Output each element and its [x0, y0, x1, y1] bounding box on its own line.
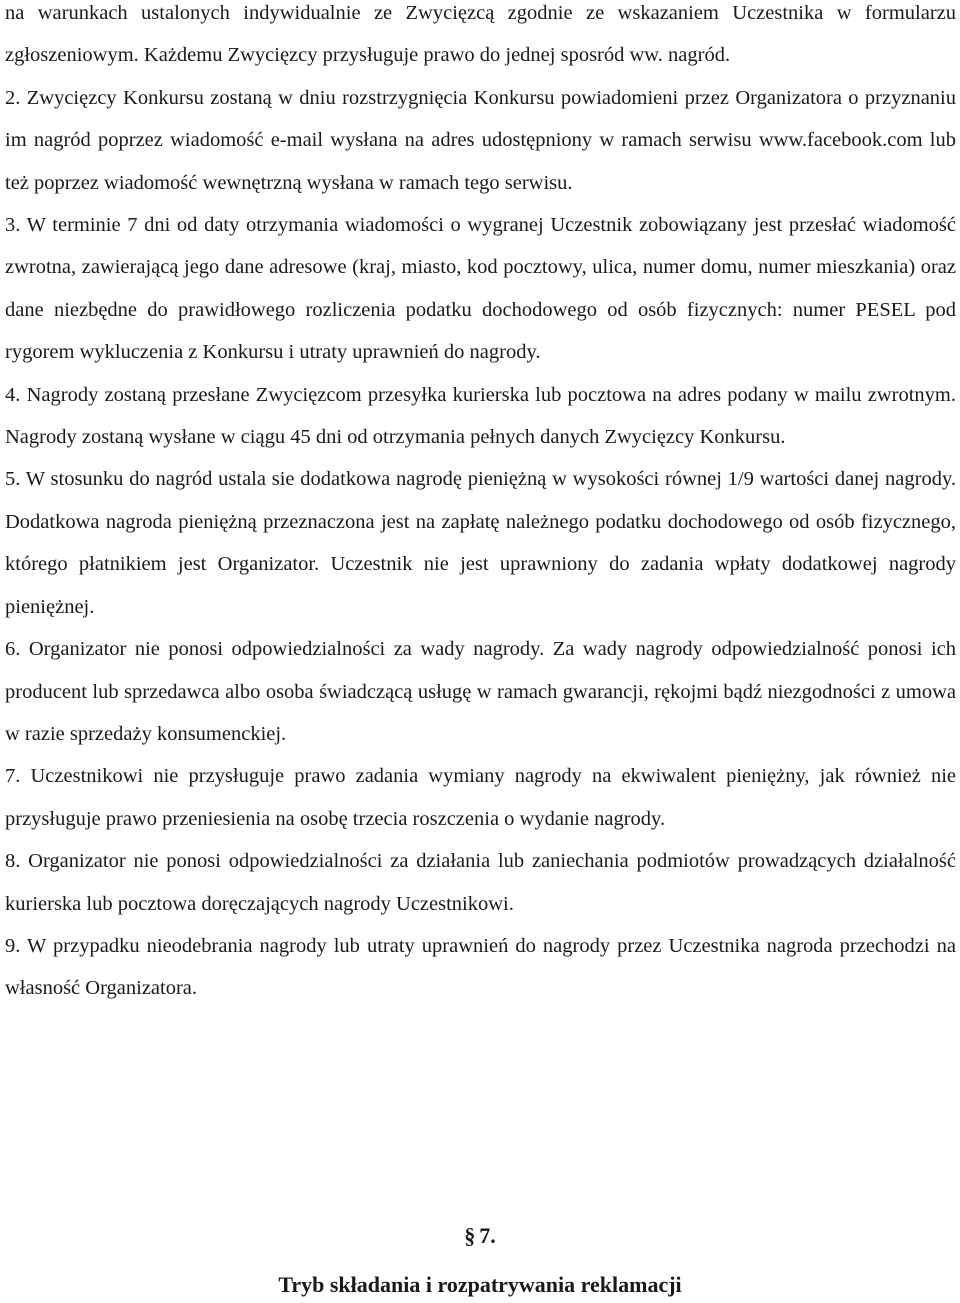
document-body: [5, 0, 956, 1010]
paragraph-continuation: [5, 0, 956, 77]
paragraph-9: [5, 925, 956, 1010]
paragraph-number: 2.: [5, 86, 21, 109]
paragraph-number: 8.: [5, 850, 21, 873]
paragraph-8: [5, 840, 956, 925]
paragraph-text: Zwycięzcy Konkursu zostaną w dniu rozstrzygnięcia Konkursu powiadomieni przez Organizatora o przyznaniu im nagród poprzez wiadomość e-mail wysłana na adres udostępniony w ramach serwisu www.facebook.com lub też poprzez wiadomość wewnętrzną wysłana w ramach tego serwisu.: [5, 86, 957, 194]
paragraph-text: Organizator nie ponosi odpowiedzialności za wady nagrody. Za wady nagrody odpowiedzialność ponosi ich producent lub sprzedawca albo osoba świadczącą usługę w ramach gwarancji, rękojmi bądź niezgodności z umowa w razie sprzedaży konsumenckiej.: [5, 638, 956, 745]
section-number-text: 7.: [479, 1223, 496, 1248]
section-title: Tryb składania i rozpatrywania reklamacji: [278, 1272, 682, 1297]
paragraph-number: 7.: [5, 765, 21, 788]
paragraph-number: 4.: [5, 383, 21, 406]
paragraph-4: [5, 374, 956, 459]
paragraph-number: 6.: [5, 638, 21, 661]
section-sign-icon: §: [464, 1223, 476, 1248]
paragraph-2: [5, 77, 956, 204]
paragraph-7: [5, 755, 956, 840]
paragraph-number: 9.: [5, 934, 21, 957]
paragraph-text: Nagrody zostaną przesłane Zwycięzcom przesyłka kurierska lub pocztowa na adres podany w mailu zwrotnym. Nagrody zostaną wysłane w ciągu 45 dni od otrzymania pełnych danych Zwycięzcy Konkursu.: [5, 383, 957, 449]
paragraph-text: W stosunku do nagród ustala sie dodatkowa nagrodę pieniężną w wysokości równej 1/9 wartości danej nagrody. Dodatkowa nagroda pieniężną przeznaczona jest na zapłatę należnego podatku dochodowego od osób fizycznego, którego płatnikiem jest Organizator. Uczestnik nie jest uprawniony do zadania wpłaty dodatkowej nagrody pieniężnej.: [5, 468, 956, 618]
paragraph-text: W przypadku nieodebrania nagrody lub utraty uprawnień do nagrody przez Uczestnika nagroda przechodzi na własność Organizatora.: [5, 934, 956, 1000]
paragraph-text: Organizator nie ponosi odpowiedzialności za działania lub zaniechania podmiotów prowadzących działalność kurierska lub pocztowa doręczających nagrody Uczestnikowi.: [5, 850, 956, 915]
paragraph-number: 5.: [5, 468, 21, 491]
paragraph-3: [5, 204, 956, 374]
paragraph-number: 3.: [5, 214, 21, 237]
paragraph-text: W terminie 7 dni od daty otrzymania wiadomości o wygranej Uczestnik zobowiązany jest przesłać wiadomość zwrotna, zawierającą jego dane adresowe (kraj, miasto, kod pocztowy, ulica, numer domu, numer mieszkania) oraz dane niezbędne do prawidłowego rozliczenia podatku dochodowego od osób fizycznych: numer PESEL pod rygorem wykluczenia z Konkursu i utraty uprawnień do nagrody.: [5, 214, 956, 364]
section-number: [0, 1222, 960, 1250]
paragraph-text: Uczestnikowi nie przysługuje prawo zadania wymiany nagrody na ekwiwalent pieniężny, jak również nie przysługuje prawo przeniesienia na osobę trzecia roszczenia o wydanie nagrody.: [5, 765, 957, 830]
paragraph-5: [5, 458, 956, 628]
paragraph-6: [5, 628, 956, 755]
paragraph-text: na warunkach ustalonych indywidualnie ze Zwycięzcą zgodnie ze wskazaniem Uczestnika w formularzu zgłoszeniowym. Każdemu Zwycięzcy przysługuje prawo do jednej sposród ww. nagród.: [5, 2, 956, 67]
